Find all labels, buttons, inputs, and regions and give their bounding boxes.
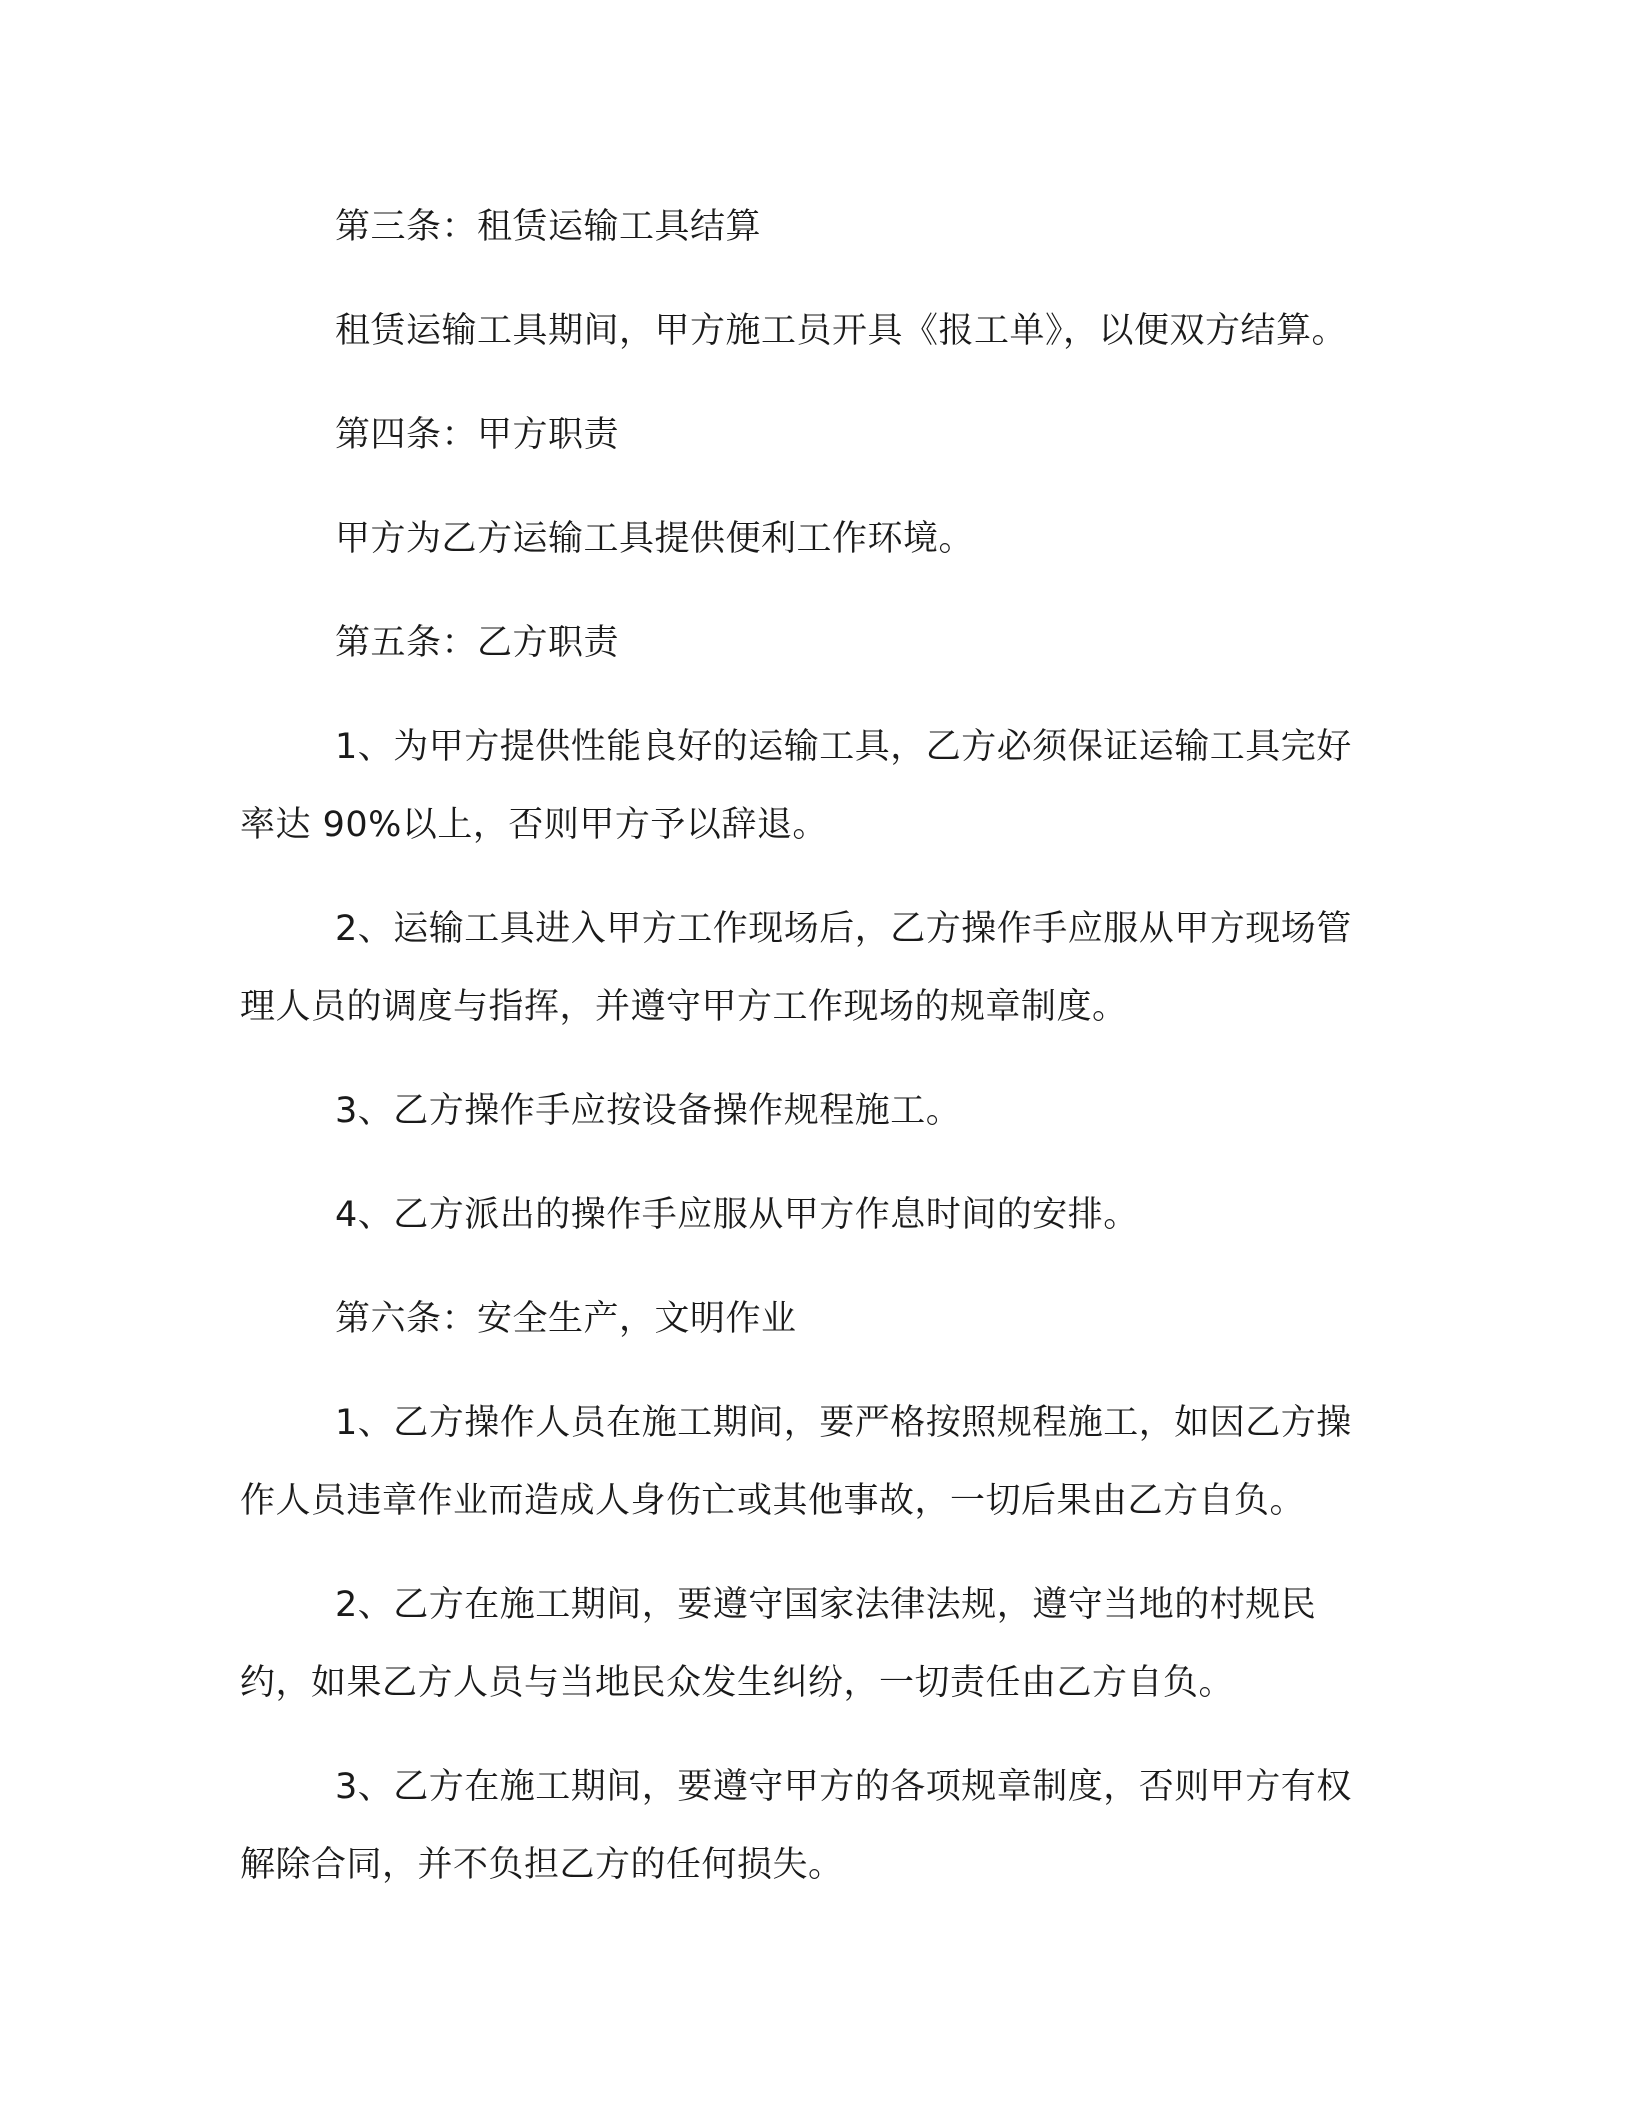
article-3-heading: 第三条：租赁运输工具结算: [335, 207, 762, 247]
article-5-heading: 第五条：乙方职责: [335, 623, 620, 663]
article-5-item-2: 2、运输工具进入甲方工作现场后，乙方操作手应服从甲方现场管理人员的调度与指挥，并遵守甲方工作现场的规章制度。: [240, 909, 1352, 1027]
article-5-item-1: 1、为甲方提供性能良好的运输工具，乙方必须保证运输工具完好率达 90%以上，否则甲方予以辞退。: [240, 727, 1352, 845]
article-5-item-3: 3、乙方操作手应按设备操作规程施工。: [335, 1091, 962, 1131]
article-6-item-2: 2、乙方在施工期间，要遵守国家法律法规，遵守当地的村规民约，如果乙方人员与当地民众发生纠纷，一切责任由乙方自负。: [240, 1585, 1317, 1703]
document-body: [240, 188, 1360, 1930]
article-4-body: 甲方为乙方运输工具提供便利工作环境。: [335, 519, 975, 559]
article-4-heading: 第四条：甲方职责: [335, 415, 620, 455]
article-3-body: 租赁运输工具期间，甲方施工员开具《报工单》，以便双方结算。: [335, 311, 1348, 351]
article-5-item-4: 4、乙方派出的操作手应服从甲方作息时间的安排。: [335, 1195, 1139, 1235]
article-6-item-1: 1、乙方操作人员在施工期间，要严格按照规程施工，如因乙方操作人员违章作业而造成人身伤亡或其他事故，一切后果由乙方自负。: [240, 1403, 1352, 1521]
article-6-heading: 第六条：安全生产，文明作业: [335, 1299, 797, 1339]
article-6-item-3: 3、乙方在施工期间，要遵守甲方的各项规章制度，否则甲方有权解除合同，并不负担乙方的任何损失。: [240, 1767, 1352, 1885]
